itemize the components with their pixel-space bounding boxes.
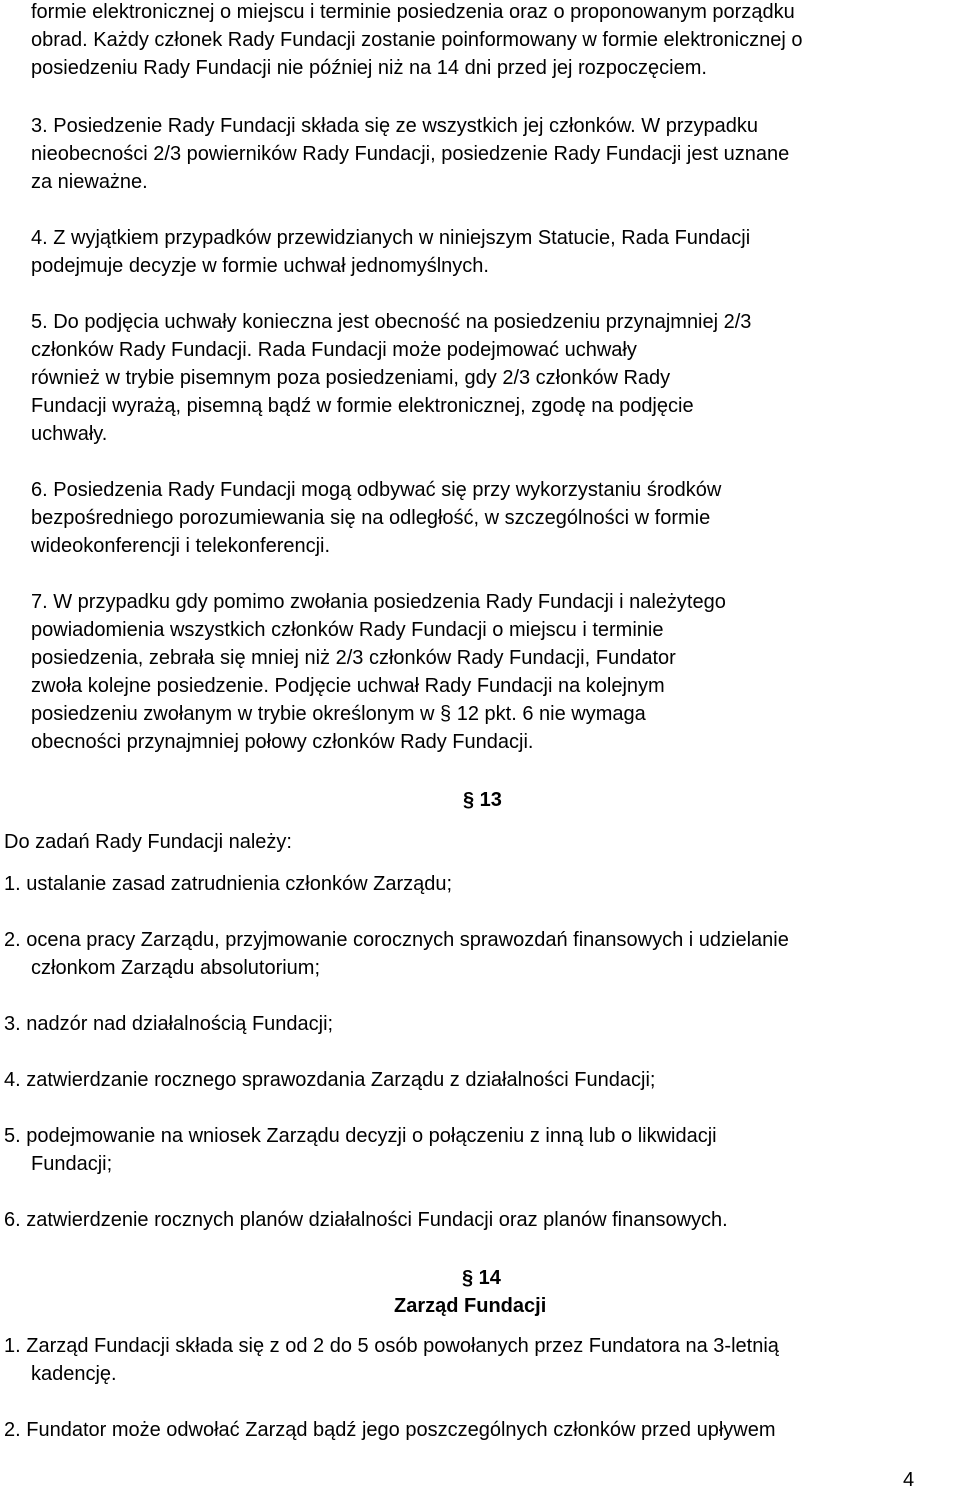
text-line: kadencję. — [31, 1363, 117, 1385]
page-number: 4 — [903, 1469, 915, 1491]
paragraph-3 — [31, 112, 789, 196]
section-14-paragraph-1 — [4, 1332, 779, 1388]
duties-intro: Do zadań Rady Fundacji należy: — [4, 831, 292, 853]
text-line: 5. podejmowanie na wniosek Zarządu decyzji o połączeniu z inną lub o likwidacji — [4, 1125, 717, 1147]
text-line: formie elektronicznej o miejscu i terminie posiedzenia oraz o proponowanym porządku — [31, 1, 795, 23]
text-line: wideokonferencji i telekonferencji. — [31, 535, 331, 557]
text-line: 1. Zarząd Fundacji składa się z od 2 do 5 osób powołanych przez Fundatora na 3-letnią — [4, 1335, 779, 1357]
duty-item-1 — [4, 870, 452, 898]
text-line: 4. Z wyjątkiem przypadków przewidzianych w niniejszym Statucie, Rada Fundacji — [31, 227, 751, 249]
paragraph-4 — [31, 224, 750, 280]
duty-item-5 — [4, 1122, 717, 1178]
text-line: 4. zatwierdzanie rocznego sprawozdania Zarządu z działalności Fundacji; — [4, 1069, 656, 1091]
section-13-heading: § 13 — [463, 789, 502, 811]
text-line: 7. W przypadku gdy pomimo zwołania posiedzenia Rady Fundacji i należytego — [31, 591, 726, 613]
text-line: posiedzeniu zwołanym w trybie określonym w § 12 pkt. 6 nie wymaga — [31, 703, 646, 725]
text-line: obecności przynajmniej połowy członków Rady Fundacji. — [31, 731, 534, 753]
duty-item-6 — [4, 1206, 728, 1234]
text-line: nieobecności 2/3 powierników Rady Fundacji, posiedzenie Rady Fundacji jest uznane — [31, 143, 790, 165]
text-line: za nieważne. — [31, 171, 148, 193]
text-line: powiadomienia wszystkich członków Rady Fundacji o miejscu i terminie — [31, 619, 664, 641]
text-line: Fundacji; — [31, 1153, 113, 1175]
text-line: bezpośredniego porozumiewania się na odległość, w szczególności w formie — [31, 507, 711, 529]
text-line: 1. ustalanie zasad zatrudnienia członków Zarządu; — [4, 873, 453, 895]
text-line: 2. Fundator może odwołać Zarząd bądź jego poszczególnych członków przed upływem — [4, 1419, 776, 1441]
text-line: 6. Posiedzenia Rady Fundacji mogą odbywać się przy wykorzystaniu środków — [31, 479, 722, 501]
text-line: posiedzenia, zebrała się mniej niż 2/3 członków Rady Fundacji, Fundator — [31, 647, 676, 669]
text-line: zwoła kolejne posiedzenie. Podjęcie uchwał Rady Fundacji na kolejnym — [31, 675, 665, 697]
text-line: 3. nadzór nad działalnością Fundacji; — [4, 1013, 334, 1035]
text-line: również w trybie pisemnym poza posiedzeniami, gdy 2/3 członków Rady — [31, 367, 671, 389]
text-line: członkom Zarządu absolutorium; — [31, 957, 321, 979]
text-line: uchwały. — [31, 423, 108, 445]
paragraph-7 — [31, 588, 726, 756]
text-line: 6. zatwierdzenie rocznych planów działalności Fundacji oraz planów finansowych. — [4, 1209, 728, 1231]
section-14-title: Zarząd Fundacji — [394, 1295, 547, 1317]
text-line: obrad. Każdy członek Rady Fundacji zostanie poinformowany w formie elektronicznej o — [31, 29, 803, 51]
text-line: posiedzeniu Rady Fundacji nie później niż na 14 dni przed jej rozpoczęciem. — [31, 57, 707, 79]
duty-item-4 — [4, 1066, 655, 1094]
intro-paragraph — [31, 0, 803, 82]
paragraph-6 — [31, 476, 721, 560]
text-line: 3. Posiedzenie Rady Fundacji składa się ze wszystkich jej członków. W przypadku — [31, 115, 758, 137]
text-line: 2. ocena pracy Zarządu, przyjmowanie corocznych sprawozdań finansowych i udzielanie — [4, 929, 789, 951]
section-14-heading: § 14 — [462, 1267, 501, 1289]
text-line: członków Rady Fundacji. Rada Fundacji może podejmować uchwały — [31, 339, 637, 361]
section-14-paragraph-2 — [4, 1416, 776, 1444]
duty-item-2 — [4, 926, 789, 982]
text-line: Fundacji wyrażą, pisemną bądź w formie elektronicznej, zgodę na podjęcie — [31, 395, 694, 417]
duty-item-3 — [4, 1010, 333, 1038]
paragraph-5 — [31, 308, 751, 448]
text-line: 5. Do podjęcia uchwały konieczna jest obecność na posiedzeniu przynajmniej 2/3 — [31, 311, 752, 333]
text-line: podejmuje decyzje w formie uchwał jednomyślnych. — [31, 255, 489, 277]
